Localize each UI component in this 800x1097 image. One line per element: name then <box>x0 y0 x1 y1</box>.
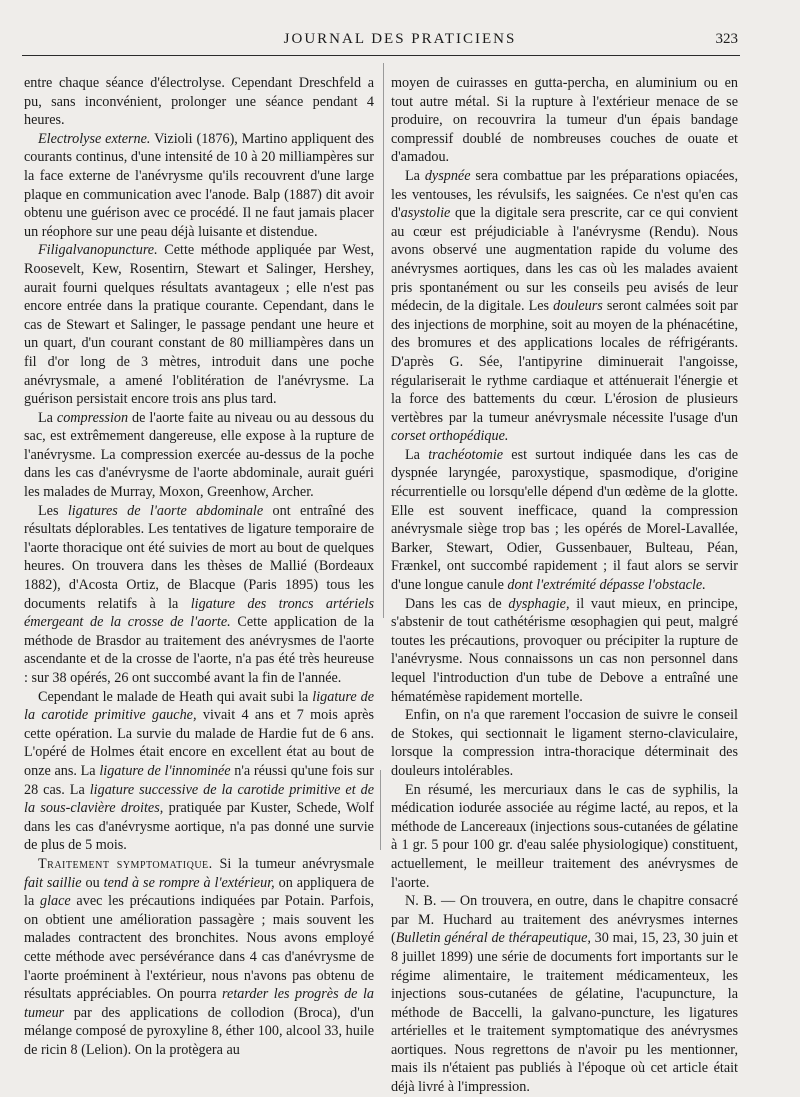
paragraph-text: n'a réussi qu'une fois sur 28 cas. La <box>24 762 374 798</box>
emphasis: fait saillie <box>24 874 82 891</box>
paragraph-text: de l'aorte faite au niveau ou au dessous du sac, est extrêmement dangereuse, elle expose à la rupture de l'anévrysme. La compression exercée au-dessus de la poche dans les cas d'anévrysme de l'aorte abdominale, aurait guéri les malades de Murray, Moxon, Greenhow, Archer. <box>24 409 374 501</box>
emphasis: glace <box>39 893 71 910</box>
emphasis: dysphagie, <box>508 595 570 612</box>
paragraph <box>24 241 374 408</box>
paragraph-text: vivait 4 ans et 7 mois après cette opération. La survie du malade de Hardie fut de 6 ans. L'opéré de Holmes était encore en excellent état au bout de onze ans. La <box>24 707 374 779</box>
paragraph-text: moyen de cuirasses en gutta-percha, en aluminium ou en tout autre métal. Si la rupture à l'extérieur menace de se produire, on recouvrira la tumeur d'un épais bandage compressif doublé de nombreuses couches de ouate et d'amadou. <box>391 75 738 166</box>
paragraph <box>24 502 374 688</box>
emphasis: dyspnée <box>424 167 471 184</box>
paragraph <box>391 595 738 707</box>
paragraph-text: ou <box>81 874 104 891</box>
emphasis: asystolie <box>400 205 451 222</box>
paragraph-text: N. B. — On trouvera, en outre, dans le chapitre consacré par M. Huchard au traitement des anévrysmes internes ( <box>391 893 738 947</box>
paragraph-text: ont entraîné des résultats déplorables. Les tentatives de ligature temporaire de l'aorte thoracique ont été suivies de mort au bout de quelques heures. On trouvera dans les thèses de Mallié (Bordeaux 1882), d'Acosta Ortiz, de Blacque (Paris 1895) tous les documents relatifs à la <box>24 502 374 612</box>
column-divider <box>383 63 384 618</box>
page-number: 323 <box>715 31 738 47</box>
paragraph <box>24 688 374 855</box>
paragraph-text: La <box>405 167 425 184</box>
paragraph-text: seront calmées soit par des injections de morphine, soit au moyen de la phénacétine, des bromures et des applications locales de réfrigérants. D'après G. Sée, l'antipyrine diminuerait l'angoisse, régulariserait le rythme cardiaque et atténuerait l'énergie et la force des battements du cœur. L'érosion de plusieurs vertèbres par la tumeur anévrysmale nécessite l'usage d'un <box>391 298 738 426</box>
emphasis: tend à se rompre à l'extérieur, <box>103 874 275 891</box>
emphasis: ligatures de l'aorte abdominale <box>67 502 264 519</box>
paragraph <box>391 706 738 780</box>
emphasis: Bulletin général de thérapeutique, <box>395 930 591 947</box>
running-header <box>0 31 800 51</box>
paragraph-text: La <box>38 409 57 426</box>
paragraph-text: il vaut mieux, en principe, s'abstenir de tout cathétérisme œsophagien qui peut, malgré toutes les précautions, provoquer ou précipiter la rupture de l'anévrysme. Nous connaissons un cas non personnel dans lequel l'introduction d'un tube de Debove a entraîné une hématémèse rapidement mortelle. <box>391 595 738 705</box>
paragraph-text: Cette méthode appliquée par West, Roosevelt, Kew, Rosentirn, Stewart et Salinger, Hershey, aurait fourni quelques résultats avantageux ; elle n'est pas encore entrée dans la pratique courante. Cependant, dans le cas de Stewart et Salinger, le passage pendant une heure et un quart, d'un courant constant de 80 milliampères dans un fil d'or long de 3 mètres, introduit dans une poche anévrysmale, a amené l'oblitération de l'anévrysme. La guérison persistait encore trois ans plus tard. <box>24 242 374 408</box>
paragraph-text: Vizioli (1876), Martino appliquent des courants continus, d'une intensité de 10 à 20 milliampères sur la face externe de l'anévrysme qu'ils recouvrent d'une large plaque en communication avec l'anode. Balp (1887) dit avoir obtenu une guérison avec ce procédé. Il ne faut jamais placer un réophore sur une peau déjà luisante et distendue. <box>24 130 374 240</box>
paragraph-text: pratiquée par Kuster, Schede, Wolf dans les cas d'anévrysme aortique, n'a pas donné une survie de plus de 5 mois. <box>24 800 374 854</box>
paragraph <box>391 74 738 167</box>
paragraph-text: que la digitale sera prescrite, car ce qui convient au cœur est préjudiciable à l'anévrysme (Rendu). Nous avons observé une augmentation rapide du volume des anévrysmes aortiques, dans les cas où les malades avaient pris spontanément ou sur les conseils peu avisés de leur médecin, de la digitale. Les <box>391 205 738 315</box>
left-column <box>24 74 374 1059</box>
paragraph-text: Les <box>38 502 68 519</box>
paragraph-text: par des applications de collodion (Broca), d'un mélange composé de pyroxyline 8, éther 100, alcool 33, huile de ricin 8 (Lelion). On la protègera au <box>24 1004 374 1058</box>
emphasis: ligature de l'innominée <box>99 762 231 779</box>
paragraph-text: Cette application de la méthode de Brasdor au traitement des anévrysmes de l'aorte ascendante et de la crosse de l'aorte, n'a pas été très heureuse : sur 38 opérés, 26 ont succombé avant la fin de l'année. <box>24 614 374 686</box>
paragraph <box>24 74 374 130</box>
paragraph-text: Cependant le malade de Heath qui avait subi la <box>38 688 313 705</box>
paragraph-text: on appliquera de la <box>24 874 375 910</box>
emphasis: dont l'extrémité dépasse l'obstacle. <box>507 577 706 594</box>
paragraph <box>24 409 374 502</box>
emphasis: ligature de la carotide primitive gauche, <box>24 688 375 724</box>
paragraph-text: Si la tumeur anévrysmale <box>212 855 374 872</box>
paragraph-text: Dans les cas de <box>405 595 509 612</box>
emphasis: retarder les progrès de la tumeur <box>24 986 374 1021</box>
paragraph-text: En résumé, les mercuriaux dans le cas de syphilis, la médication iodurée associée au régime lacté, au repos, et la méthode de Lancereaux (injections sous-cutanées de gélatine à 1 gr. 5 pour 100 gr. d'eau salée physiologique) constituent, actuellement, le meilleur traitement des anévrysmes de l'aorte. <box>391 781 738 891</box>
paragraph-text: entre chaque séance d'électrolyse. Cependant Dreschfeld a pu, sans inconvénient, prolonger une séance pendant 4 heures. <box>24 75 374 129</box>
paragraph <box>24 855 374 1060</box>
emphasis: ligature successive de la carotide primitive et de la sous-clavière droites, <box>24 781 374 817</box>
paragraph <box>391 892 738 1097</box>
paragraph-heading: Filigalvanopuncture. <box>38 242 158 259</box>
paragraph-text: est surtout indiquée dans les cas de dyspnée laryngée, paroxystique, spasmodique, d'origine récurrentielle ou lorsqu'elle dépend d'un œdème de la glotte. Elle est souvent inefficace, quand la compression anévrysmale siège trop bas ; les opérés de Morel-Lavallée, Barker, Stewart, Odier, Gussenbauer, Bulteau, Péan, Frænkel, ont succombé rapidement ; il faut alors se servir d'une longue canule <box>391 446 738 594</box>
paragraph-text: La <box>405 446 429 463</box>
paragraph-text: 30 mai, 15, 23, 30 juin et 8 juillet 1899) une série de documents fort importants sur le régime alimentaire, le traitement médicamenteux, les injections sous-cutanées de gélatine, l'acupuncture, la méthode de Baccelli, la galvano-puncture, les ligatures artérielles et le traitement symptomatique des anévrysmes aortiques. Nous regrettons de n'avoir pu les mentionner, mais ils n'étaient pas publiés à l'époque où cet article était déjà livré à l'impression. <box>391 930 738 1096</box>
paragraph <box>391 781 738 893</box>
paragraph-heading: Electrolyse externe. <box>38 130 151 147</box>
emphasis: corset orthopédique. <box>391 428 509 445</box>
header-rule <box>22 55 740 56</box>
paragraph <box>391 167 738 446</box>
journal-title: JOURNAL DES PRATICIENS <box>283 31 517 47</box>
column-divider-lower <box>380 770 381 850</box>
right-column <box>391 74 738 1097</box>
emphasis: trachéotomie <box>428 446 504 463</box>
paragraph-text: avec les précautions indiquées par Potain. Parfois, on obtient une amélioration passagère ; mais souvent les malades contractent des bronchites. Nous avons employé cette méthode avec persévérance dans 4 cas d'anévrysme de l'aorte proéminent à l'extérieur, nous n'avons pas obtenu de résultats appréciables. On pourra <box>24 893 374 1003</box>
paragraph-text: Enfin, on n'a que rarement l'occasion de suivre le conseil de Stokes, qui sectionnait le ligament sterno-claviculaire, lorsque la compression intra-thoracique déterminait des douleurs intolérables. <box>391 707 738 779</box>
emphasis: douleurs <box>553 298 603 315</box>
emphasis: ligature des troncs artériels émergeant de la crosse de l'aorte. <box>24 595 374 631</box>
paragraph-text: sera combattue par les préparations opiacées, les ventouses, les révulsifs, les saignées. Ce n'est qu'en cas d' <box>391 167 738 222</box>
section-heading: Traitement symptomatique. <box>38 855 213 872</box>
paragraph <box>24 130 374 242</box>
paragraph <box>391 446 738 595</box>
emphasis: compression <box>56 409 129 426</box>
